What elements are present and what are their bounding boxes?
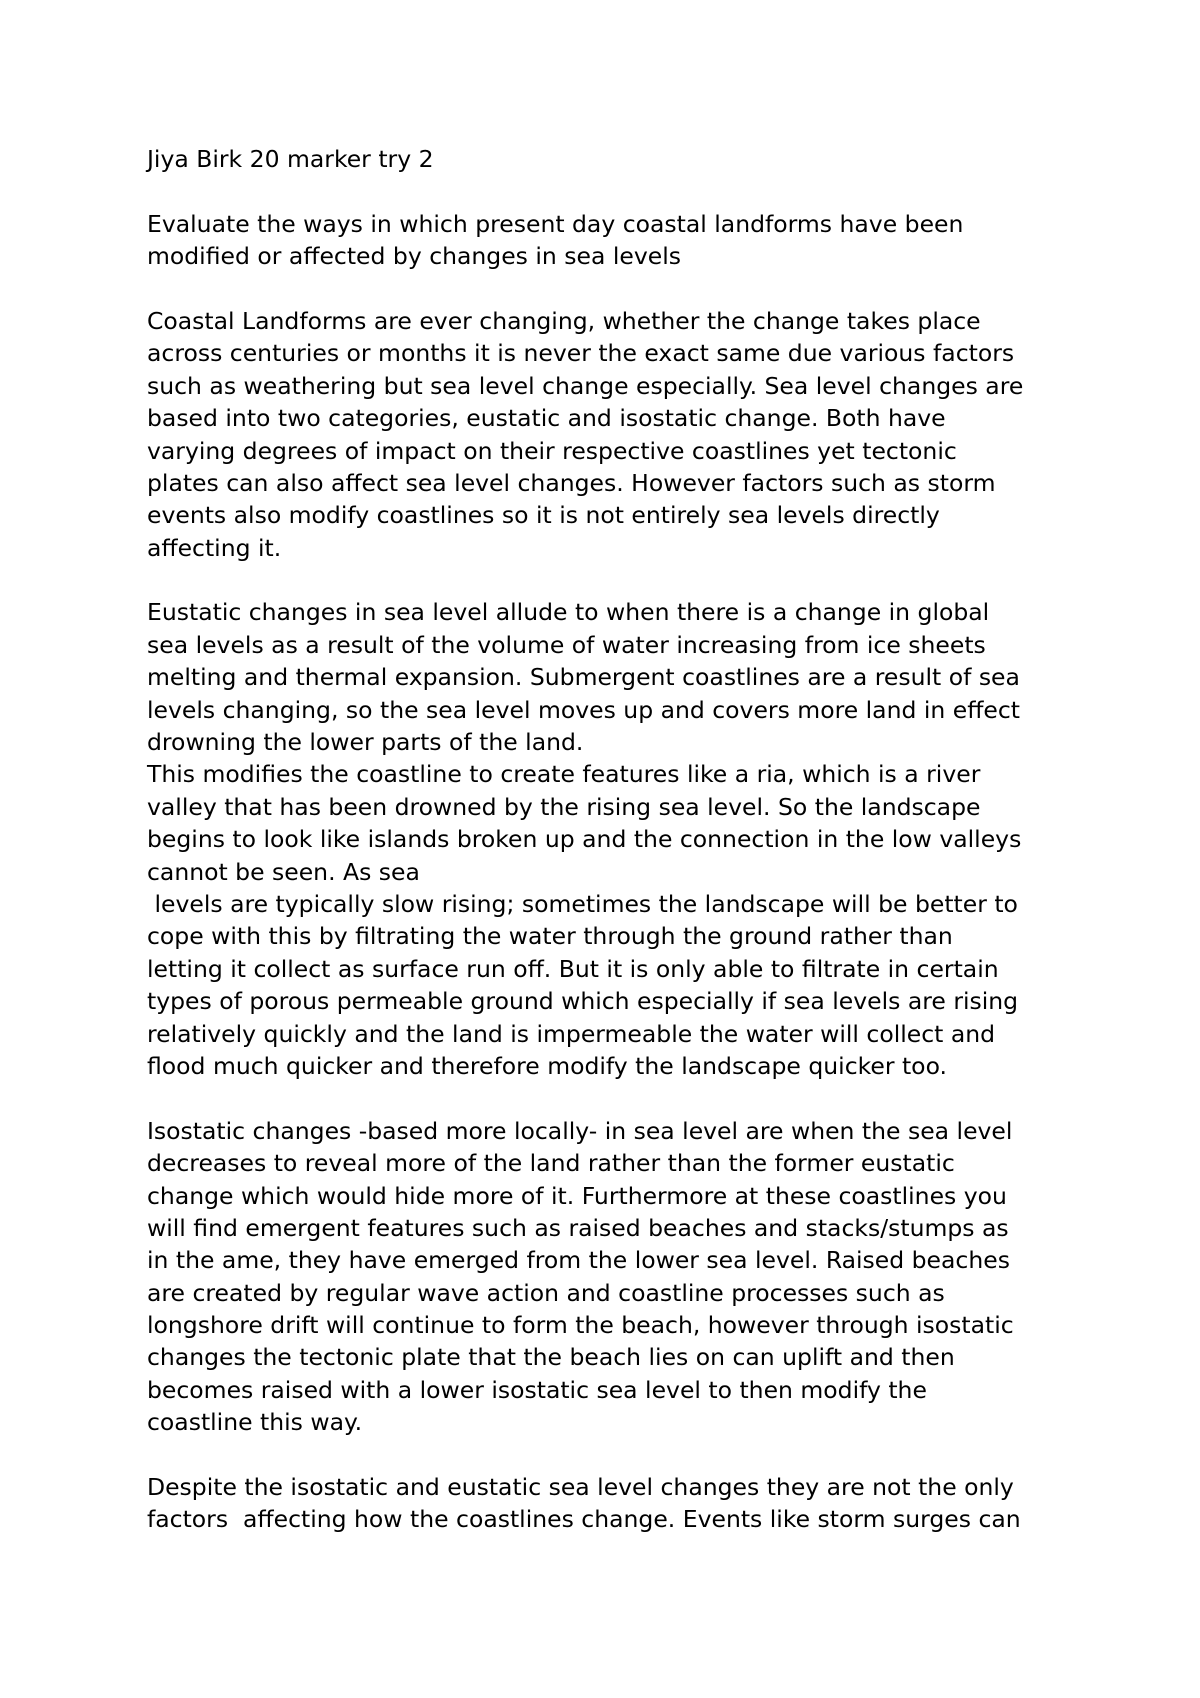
paragraph-line: will find emergent features such as raised beaches and stacks/stumps as bbox=[147, 1213, 1009, 1242]
paragraph-line: begins to look like islands broken up and the connection in the low valleys bbox=[147, 825, 1022, 854]
question-line: Evaluate the ways in which present day coastal landforms have been bbox=[147, 209, 964, 238]
paragraph-line: factors affecting how the coastlines change. Events like storm surges can bbox=[147, 1505, 1021, 1534]
paragraph-line: events also modify coastlines so it is not entirely sea levels directly bbox=[147, 501, 940, 530]
paragraph-line: change which would hide more of it. Furthermore at these coastlines you bbox=[147, 1181, 1007, 1210]
paragraph-line: valley that has been drowned by the rising sea level. So the landscape bbox=[147, 792, 981, 821]
paragraph-gap bbox=[147, 175, 1077, 207]
paragraph-gap bbox=[147, 273, 1077, 305]
question-line: modified or affected by changes in sea levels bbox=[147, 242, 681, 271]
paragraph-line: flood much quicker and therefore modify the landscape quicker too. bbox=[147, 1051, 947, 1080]
paragraph-gap bbox=[147, 1439, 1077, 1471]
paragraph-line: relatively quickly and the land is impermeable the water will collect and bbox=[147, 1019, 996, 1048]
paragraph-line: melting and thermal expansion. Submergent coastlines are a result of sea bbox=[147, 663, 1020, 692]
paragraph-line: are created by regular wave action and coastline processes such as bbox=[147, 1278, 945, 1307]
paragraph-gap bbox=[147, 564, 1077, 596]
paragraph-line: letting it collect as surface run off. But it is only able to filtrate in certain bbox=[147, 954, 999, 983]
paragraph-line: cannot be seen. As sea bbox=[147, 857, 420, 886]
paragraph-line: plates can also affect sea level changes. However factors such as storm bbox=[147, 468, 996, 497]
paragraph-line: changes the tectonic plate that the beach lies on can uplift and then bbox=[147, 1343, 955, 1372]
paragraph-line: Isostatic changes -based more locally- in sea level are when the sea level bbox=[147, 1116, 1013, 1145]
paragraph-line: in the ame, they have emerged from the lower sea level. Raised beaches bbox=[147, 1246, 1010, 1275]
paragraph-line: Coastal Landforms are ever changing, whether the change takes place bbox=[147, 306, 981, 335]
paragraph-line: cope with this by filtrating the water through the ground rather than bbox=[147, 922, 953, 951]
paragraph-line: longshore drift will continue to form the beach, however through isostatic bbox=[147, 1311, 1014, 1340]
paragraph-line: varying degrees of impact on their respective coastlines yet tectonic bbox=[147, 436, 957, 465]
paragraph-line: sea levels as a result of the volume of water increasing from ice sheets bbox=[147, 630, 986, 659]
paragraph-gap bbox=[147, 1082, 1077, 1114]
paragraph-line: affecting it. bbox=[147, 533, 282, 562]
paragraph-line: coastline this way. bbox=[147, 1408, 363, 1437]
paragraph-line: Despite the isostatic and eustatic sea level changes they are not the only bbox=[147, 1473, 1014, 1502]
paragraph-line: levels are typically slow rising; sometimes the landscape will be better to bbox=[147, 889, 1018, 918]
paragraph-line: based into two categories, eustatic and isostatic change. Both have bbox=[147, 404, 946, 433]
paragraph-line: across centuries or months it is never the exact same due various factors bbox=[147, 339, 1015, 368]
document-title: Jiya Birk 20 marker try 2 bbox=[147, 145, 434, 173]
paragraph-line: Eustatic changes in sea level allude to when there is a change in global bbox=[147, 598, 990, 627]
paragraph-line: levels changing, so the sea level moves up and covers more land in effect bbox=[147, 695, 1020, 724]
paragraph-line: such as weathering but sea level change especially. Sea level changes are bbox=[147, 371, 1024, 400]
document-body bbox=[147, 143, 1077, 1536]
paragraph-line: decreases to reveal more of the land rather than the former eustatic bbox=[147, 1149, 955, 1178]
paragraph-line: types of porous permeable ground which especially if sea levels are rising bbox=[147, 987, 1019, 1016]
paragraph-line: drowning the lower parts of the land. bbox=[147, 728, 584, 757]
paragraph-line: becomes raised with a lower isostatic sea level to then modify the bbox=[147, 1375, 927, 1404]
paragraph-line: This modifies the coastline to create features like a ria, which is a river bbox=[147, 760, 981, 789]
